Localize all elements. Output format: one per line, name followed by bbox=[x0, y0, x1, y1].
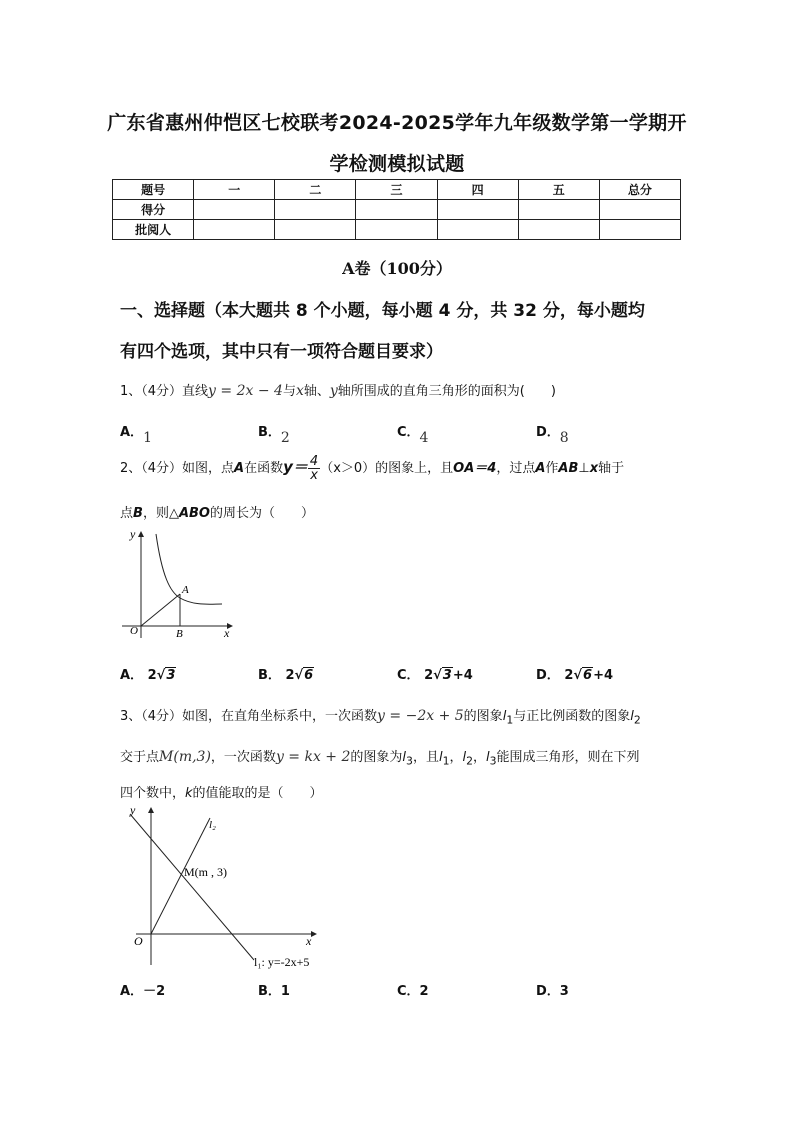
option-value: 2 bbox=[280, 430, 290, 446]
score-cell[interactable] bbox=[194, 200, 275, 220]
score-row-label: 得分 bbox=[113, 200, 194, 220]
score-table-header: 题号 bbox=[113, 180, 194, 200]
q1-x-var: x bbox=[295, 383, 304, 399]
q3-option-b[interactable] bbox=[258, 980, 290, 999]
q1-text: 轴、 bbox=[303, 384, 330, 399]
score-table-header: 四 bbox=[437, 180, 518, 200]
option-coef: 2 bbox=[424, 668, 434, 683]
option-value: －2 bbox=[143, 984, 166, 999]
q3-var: l bbox=[462, 750, 467, 765]
option-value: 2 bbox=[419, 984, 429, 999]
q1-option-d[interactable] bbox=[536, 421, 569, 446]
q2-var: ABO bbox=[178, 506, 210, 521]
q3-sub: 2 bbox=[633, 713, 641, 727]
q3-sub: 3 bbox=[489, 754, 497, 768]
option-label: C． bbox=[397, 984, 420, 999]
exam-title-line1: 广东省惠州仲恺区七校联考2024-2025学年九年级数学第一学期开 bbox=[107, 112, 687, 134]
graph-label-l1: l₁: y=-2x+5 bbox=[254, 955, 310, 969]
score-table-header: 三 bbox=[356, 180, 437, 200]
q3-graph bbox=[118, 800, 338, 972]
q2-text: 作 bbox=[545, 461, 559, 476]
q3-text: 能围成三角形，则在下列 bbox=[496, 750, 640, 765]
score-cell[interactable] bbox=[437, 220, 518, 240]
option-coef: 2 bbox=[285, 668, 295, 683]
q3-equation: y = −2x + 5 bbox=[377, 708, 464, 724]
q3-text: 的图象为 bbox=[350, 750, 403, 765]
score-cell[interactable] bbox=[275, 200, 356, 220]
option-label: A． bbox=[120, 425, 144, 440]
score-cell[interactable] bbox=[599, 220, 680, 240]
q3-option-d[interactable] bbox=[536, 980, 569, 999]
score-table-header: 五 bbox=[518, 180, 599, 200]
option-coef: 2 bbox=[147, 668, 157, 683]
option-label: D． bbox=[536, 668, 560, 683]
score-cell[interactable] bbox=[518, 200, 599, 220]
graph-label-b: B bbox=[176, 628, 183, 640]
q1-option-a[interactable] bbox=[120, 421, 152, 446]
score-cell[interactable] bbox=[437, 200, 518, 220]
graph-label-y: y bbox=[130, 527, 136, 541]
q3-var: l bbox=[438, 750, 443, 765]
q3-var: k bbox=[185, 786, 193, 801]
option-coef: 2 bbox=[564, 668, 574, 683]
option-value: 1 bbox=[143, 430, 152, 446]
q2-option-c[interactable]: C． 2√3+4 bbox=[397, 668, 473, 683]
q2-text: 2、（4分）如图，点 bbox=[120, 461, 235, 476]
option-value: 1 bbox=[280, 984, 290, 999]
q3-text: ， bbox=[449, 750, 463, 765]
q2-var: x bbox=[589, 461, 599, 476]
q3-point-m: M(m,3) bbox=[159, 749, 211, 765]
q1-option-c[interactable] bbox=[397, 421, 429, 446]
q2-text: （x＞0）的图象上，且 bbox=[320, 461, 454, 476]
exam-title-line2: 学检测模拟试题 bbox=[329, 153, 465, 175]
q3-text: 与正比例函数的图象 bbox=[513, 709, 631, 724]
q2-option-a[interactable]: A． 2√3 bbox=[120, 668, 176, 683]
q1-option-b[interactable] bbox=[258, 421, 290, 446]
option-label: D． bbox=[536, 984, 560, 999]
graph-label-m: M(m , 3) bbox=[184, 865, 227, 879]
q3-var: l bbox=[486, 750, 490, 765]
q1-equation: y = 2x − 4 bbox=[208, 383, 283, 399]
part1-heading-line2: 有四个选项，其中只有一项符合题目要求） bbox=[120, 342, 443, 362]
q2-text: 在函数 bbox=[244, 461, 284, 476]
option-radicand: 6 bbox=[304, 668, 314, 683]
q3-text: ， bbox=[473, 750, 487, 765]
q3-sub: 3 bbox=[406, 754, 413, 768]
option-label: C． bbox=[397, 668, 420, 683]
score-table-row bbox=[113, 220, 681, 240]
score-cell[interactable] bbox=[518, 220, 599, 240]
option-label: D． bbox=[536, 425, 560, 440]
q3-sub: 1 bbox=[442, 754, 450, 768]
option-tail: +4 bbox=[452, 668, 473, 683]
option-label: A． bbox=[120, 984, 144, 999]
question-2-line1 bbox=[120, 455, 624, 482]
part1-heading-line1: 一、选择题（本大题共 8 个小题，每小题 4 分，共 32 分，每小题均 bbox=[120, 301, 645, 321]
score-table-header: 一 bbox=[194, 180, 275, 200]
q2-text: 轴于 bbox=[598, 461, 625, 476]
score-row-label: 批阅人 bbox=[113, 220, 194, 240]
graph-label-x: x bbox=[306, 934, 312, 948]
q2-var: A bbox=[535, 461, 546, 476]
line-l1 bbox=[130, 814, 254, 960]
option-label: C． bbox=[397, 425, 420, 440]
option-label: B． bbox=[258, 984, 281, 999]
q2-option-b[interactable]: B． 2√6 bbox=[258, 668, 314, 683]
score-cell[interactable] bbox=[356, 220, 437, 240]
q2-var: AB bbox=[558, 461, 579, 476]
graph-label-x: x bbox=[224, 626, 230, 640]
q3-text: ，且 bbox=[412, 750, 439, 765]
q2-numerator: 4 bbox=[309, 454, 319, 469]
question-2-line2 bbox=[120, 502, 314, 521]
question-3-line3 bbox=[120, 782, 323, 801]
q3-text: 3、（4分）如图，在直角坐标系中，一次函数 bbox=[120, 709, 378, 724]
q3-sub: 2 bbox=[466, 754, 473, 768]
option-label: B． bbox=[258, 425, 281, 440]
score-cell[interactable] bbox=[275, 220, 356, 240]
segment-oa bbox=[141, 594, 180, 626]
q3-var: l bbox=[402, 750, 407, 765]
option-radicand: 6 bbox=[583, 668, 593, 683]
score-cell[interactable] bbox=[194, 220, 275, 240]
option-value: 4 bbox=[419, 430, 429, 446]
q2-var: OA＝4 bbox=[453, 461, 497, 476]
q2-text: 点 bbox=[120, 506, 134, 521]
q3-equation: y = kx + 2 bbox=[275, 749, 351, 765]
q3-text: 交于点 bbox=[120, 750, 160, 765]
score-table-header: 总分 bbox=[599, 180, 680, 200]
q3-var: l bbox=[630, 709, 634, 724]
q2-text: ，则△ bbox=[142, 506, 179, 521]
score-table bbox=[112, 179, 681, 240]
q3-option-c[interactable] bbox=[397, 980, 429, 999]
q2-func: y＝ bbox=[283, 458, 308, 476]
q2-var: A bbox=[234, 461, 245, 476]
score-cell[interactable] bbox=[599, 200, 680, 220]
q1-y-var: y bbox=[329, 383, 338, 399]
option-value: 8 bbox=[559, 430, 569, 446]
graph-label-y: y bbox=[130, 803, 136, 817]
option-radicand: 3 bbox=[442, 668, 452, 683]
q2-text: 的周长为（ ） bbox=[209, 506, 314, 521]
question-3-line1 bbox=[120, 705, 641, 727]
option-tail: +4 bbox=[593, 668, 614, 683]
q1-text: 与 bbox=[282, 384, 296, 399]
hyperbola-curve bbox=[156, 534, 222, 604]
q3-option-a[interactable] bbox=[120, 980, 165, 999]
graph-label-l2: l₂ bbox=[209, 819, 216, 831]
graph-label-o: O bbox=[130, 625, 138, 637]
q2-graph bbox=[118, 526, 238, 642]
q3-text: 四个数中， bbox=[120, 786, 186, 801]
q1-prefix: 1、（4分）直线 bbox=[120, 384, 209, 399]
q2-option-d[interactable]: D． 2√6+4 bbox=[536, 668, 614, 683]
section-a-heading: A卷（100分） bbox=[342, 259, 452, 278]
q3-var: l bbox=[502, 709, 507, 724]
score-table-header: 二 bbox=[275, 180, 356, 200]
option-radicand: 3 bbox=[166, 668, 176, 683]
q2-var: B bbox=[133, 506, 143, 521]
q2-text: ，过点 bbox=[496, 461, 536, 476]
score-cell[interactable] bbox=[356, 200, 437, 220]
option-value: 3 bbox=[559, 984, 569, 999]
graph-label-o: O bbox=[134, 934, 143, 948]
q2-fraction bbox=[308, 455, 320, 482]
question-3-line2 bbox=[120, 746, 640, 768]
score-table-header-row bbox=[113, 180, 681, 200]
q3-text: 的图象 bbox=[463, 709, 503, 724]
option-label: B． bbox=[258, 668, 281, 683]
q3-sub: 1 bbox=[506, 713, 514, 727]
option-label: A． bbox=[120, 668, 144, 683]
question-1-text bbox=[120, 380, 556, 399]
q2-denominator: x bbox=[310, 468, 318, 483]
q1-suffix: 轴所围成的直角三角形的面积为( ) bbox=[337, 384, 556, 399]
q3-text: ，一次函数 bbox=[210, 750, 276, 765]
q3-text: 的值能取的是（ ） bbox=[192, 786, 323, 801]
q2-text: ⊥ bbox=[578, 461, 590, 476]
score-table-row bbox=[113, 200, 681, 220]
graph-label-a: A bbox=[182, 584, 189, 596]
